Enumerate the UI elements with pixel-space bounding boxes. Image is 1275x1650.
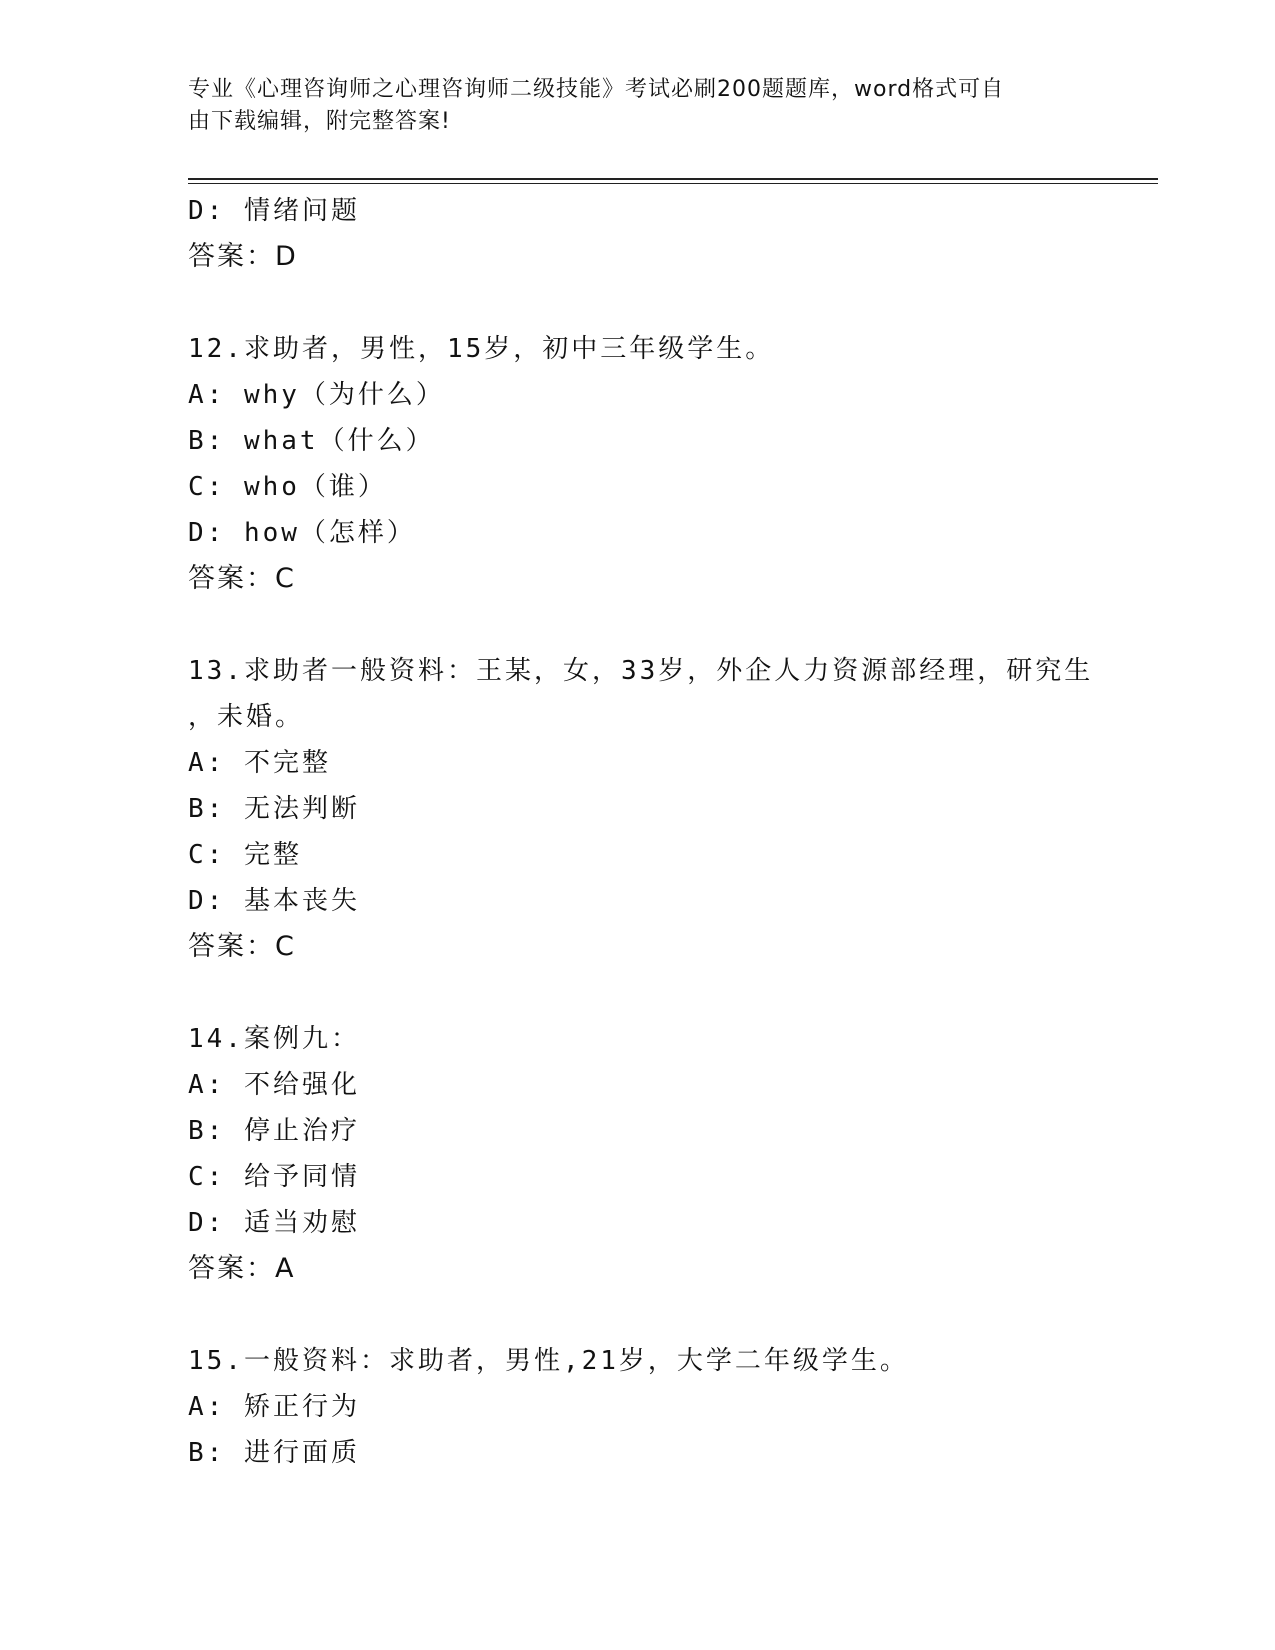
- q13-stem-line-2: ，未婚。: [188, 702, 305, 732]
- q13-option-a: A: 不完整: [188, 748, 331, 778]
- q12-option-d: D: how（怎样）: [188, 518, 416, 548]
- q13-option-d: D: 基本丧失: [188, 886, 360, 916]
- q14-option-c: C: 给予同情: [188, 1162, 360, 1192]
- q12-option-a: A: why（为什么）: [188, 380, 445, 410]
- header-rule-thick: [188, 178, 1158, 180]
- q11-option-d: D: 情绪问题: [188, 196, 360, 226]
- q13-answer: 答案：C: [188, 931, 296, 962]
- q13-option-c: C: 完整: [188, 840, 302, 870]
- q15-option-a: A: 矫正行为: [188, 1392, 360, 1422]
- spacer: [188, 970, 1088, 1016]
- q14-stem: 14.案例九：: [188, 1024, 360, 1054]
- q15-option-b: B: 进行面质: [188, 1438, 360, 1468]
- q13-stem-line-1: 13.求助者一般资料：王某，女，33岁，外企人力资源部经理，研究生: [188, 656, 1094, 686]
- header-rule-thin: [188, 183, 1158, 184]
- q13-option-b: B: 无法判断: [188, 794, 360, 824]
- q12-option-c: C: who（谁）: [188, 472, 387, 502]
- page-header: [188, 74, 1088, 138]
- q12-answer: 答案：C: [188, 563, 296, 594]
- q12-option-b: B: what（什么）: [188, 426, 435, 456]
- q14-option-d: D: 适当劝慰: [188, 1208, 360, 1238]
- header-title-line-1: 专业《心理咨询师之心理咨询师二级技能》考试必刷200题题库，word格式可自: [188, 77, 1005, 102]
- q14-option-b: B: 停止治疗: [188, 1116, 360, 1146]
- q14-option-a: A: 不给强化: [188, 1070, 360, 1100]
- spacer: [188, 280, 1088, 326]
- spacer: [188, 1292, 1088, 1338]
- question-list: [188, 188, 1094, 1476]
- q12-stem: 12.求助者，男性，15岁，初中三年级学生。: [188, 334, 775, 364]
- q11-answer: 答案：D: [188, 241, 298, 272]
- q15-stem: 15.一般资料：求助者，男性,21岁，大学二年级学生。: [188, 1346, 909, 1376]
- header-title-line-2: 由下载编辑，附完整答案!: [188, 109, 451, 134]
- spacer: [188, 602, 1088, 648]
- q14-answer: 答案：A: [188, 1253, 296, 1284]
